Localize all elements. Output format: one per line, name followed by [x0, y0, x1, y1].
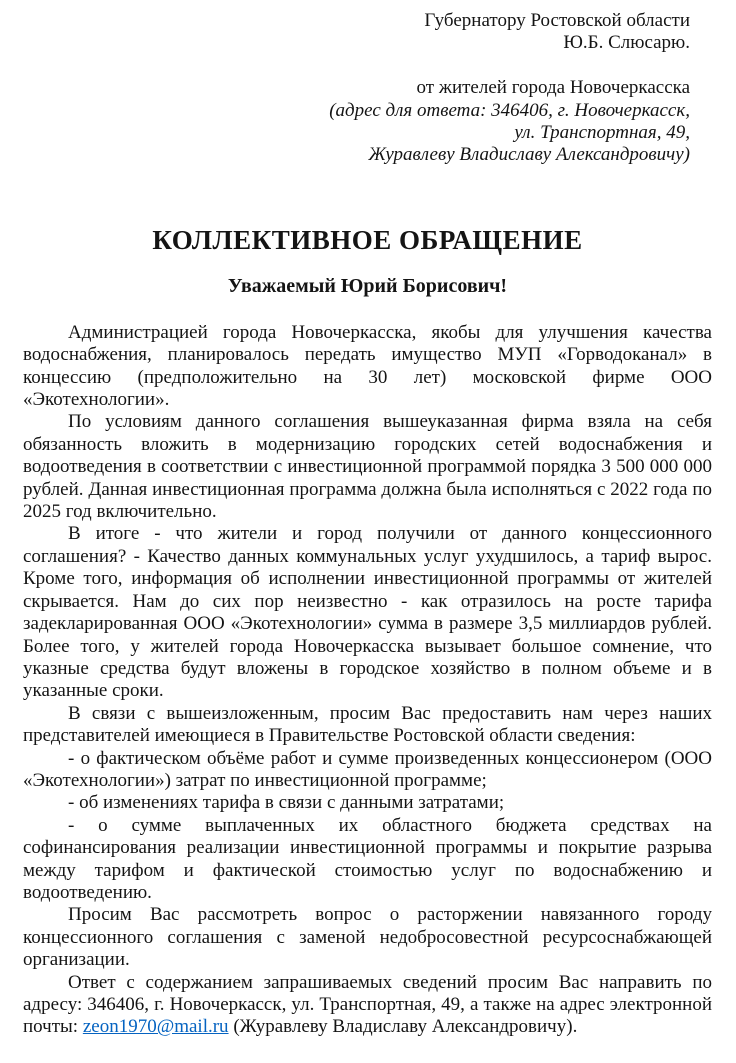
request-item-2: - об изменениях тарифа в связи с данными затратами; [68, 792, 505, 814]
salutation: Уважаемый Юрий Борисович! [227, 274, 508, 297]
request-item-1: - о фактическом объёме работ и сумме произведенных концессионером (ООО «Экотехнологии») затрат по инвестиционной программе; [23, 747, 712, 791]
closing-text-before-email: Ответ с содержанием запрашиваемых сведений просим Вас направить по адресу: 346406, г. Новочеркасск, ул. Транспортная, 49, а также на адрес электронной почты: [23, 971, 712, 1038]
email-link[interactable]: zeon1970@mail.ru [82, 1016, 229, 1038]
letter-body [23, 322, 712, 1039]
reply-address-line-3: Журавлеву Владиславу Александровичу) [368, 144, 690, 166]
recipient-name: Ю.Б. Слюсарю. [563, 32, 690, 54]
body-paragraph-3: В итоге - что жители и город получили от данного концессионного соглашения? - Качество данных коммунальных услуг ухудшилось, а тариф вырос. Кроме того, информация об исполнении инвестиционной программы от жителей скрывается. Нам до сих пор неизвестно - как отразилось на росте тарифа задекларированная ООО «Экотехнологии» сумма в размере 3,5 миллиардов рублей. Более того, у жителей города Новочеркасска вызывает большое сомнение, что указные средства будут вложены в городское хозяйство в полном объеме и в указанные сроки. [23, 523, 712, 702]
reply-address-line-1: (адрес для ответа: 346406, г. Новочеркасск, [329, 99, 690, 121]
recipient-title: Губернатору Ростовской области [424, 10, 690, 31]
request-item-3: - о сумме выплаченных их областного бюджета средствах на софинансирования реализации инвестиционной программы и покрытие разрыва между тарифом и фактической стоимостью услуг по водоснабжению и водоотведению. [23, 814, 712, 903]
body-paragraph-1: Администрацией города Новочеркасска, якобы для улучшения качества водоснабжения, планировалось передать имущество МУП «Горводоканал» в концессию (предположительно на 30 лет) московской фирме ООО «Экотехнологии». [23, 321, 712, 411]
closing-paragraph [23, 972, 712, 1039]
reply-address-line-2: ул. Транспортная, 49, [514, 122, 690, 144]
sender-line: от жителей города Новочеркасска [416, 77, 690, 99]
body-paragraph-2: По условиям данного соглашения вышеуказанная фирма взяла на себя обязанность вложить в модернизацию городских сетей водоснабжения и водоотведения в соответствии с инвестиционной программой порядка 3 500 000 000 рублей. Данная инвестиционная программа должна была исполняться с 2022 года по 2025 год включительно. [23, 411, 712, 523]
closing-text-after-email: (Журавлеву Владиславу Александровичу). [228, 1016, 578, 1038]
letter-header [23, 10, 690, 167]
header-spacer [23, 55, 690, 77]
body-paragraph-8: Просим Вас рассмотреть вопрос о расторжении навязанного городу концессионного соглашения с заменой недобросовестной ресурсоснабжающей организации. [23, 904, 712, 971]
body-paragraph-4: В связи с вышеизложенным, просим Вас предоставить нам через наших представителей имеющиеся в Правительстве Ростовской области сведения: [23, 702, 712, 747]
document-title: КОЛЛЕКТИВНОЕ ОБРАЩЕНИЕ [152, 224, 583, 255]
